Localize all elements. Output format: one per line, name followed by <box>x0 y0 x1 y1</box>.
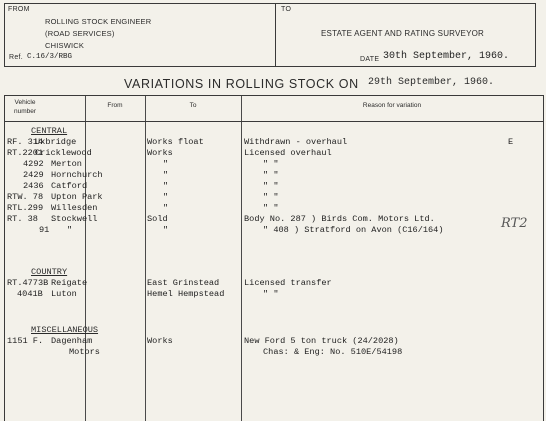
vehicle-number: 1151 F. <box>7 336 44 346</box>
from-cell: Merton <box>51 159 82 169</box>
header-divider <box>275 4 276 66</box>
header-underline <box>5 121 543 122</box>
reason-cell: Withdrawn - overhaul <box>244 137 348 147</box>
from-label: FROM <box>8 6 30 13</box>
section-heading-country: COUNTRY <box>31 267 68 277</box>
code-cell: E <box>508 137 514 147</box>
vehicle-number: RT.2201 <box>7 148 44 158</box>
date-label: DATE <box>360 56 380 63</box>
vehicle-number: RTL.299 <box>7 203 44 213</box>
reason-cell: " " <box>263 181 279 191</box>
variations-table <box>4 95 544 421</box>
from-cell: Uxbridge <box>35 137 77 147</box>
reason-cell: Body No. 287 ) Birds Com. Motors Ltd. <box>244 214 435 224</box>
to-cell: " <box>163 203 169 213</box>
reason-cell: " " <box>263 203 279 213</box>
to-cell: " <box>163 159 169 169</box>
from-cell: Cricklewood <box>35 148 92 158</box>
from-cell: Luton <box>51 289 77 299</box>
vehicle-number: RT.4773B <box>7 278 49 288</box>
from-cell: Willesden <box>51 203 98 213</box>
to-cell: " <box>163 170 169 180</box>
page-title: VARIATIONS IN ROLLING STOCK ON <box>124 77 359 91</box>
section-heading-central: CENTRAL <box>31 126 68 136</box>
section-heading-miscellaneous: MISCELLANEOUS <box>31 325 99 335</box>
from-line-1: ROLLING STOCK ENGINEER <box>45 17 152 26</box>
from-line-2: (ROAD SERVICES) <box>45 29 115 38</box>
col-divider <box>241 96 242 421</box>
from-cell: Catford <box>51 181 88 191</box>
ref-label: Ref. <box>9 54 24 61</box>
from-cell: Upton Park <box>51 192 103 202</box>
to-value: ESTATE AGENT AND RATING SURVEYOR <box>321 29 485 38</box>
col-header-vehicle-1: Vehicle <box>14 99 36 106</box>
from-cell: Hornchurch <box>51 170 103 180</box>
from-cell: Stockwell <box>51 214 98 224</box>
title-date: 29th September, 1960. <box>368 77 495 88</box>
vehicle-number: RF. 314 <box>7 137 44 147</box>
reason-cell: Chas: & Eng: No. 510E/54198 <box>263 347 403 357</box>
from-cell: Dagenham <box>51 336 93 346</box>
from-cell: " <box>67 225 73 235</box>
col-header-to: To <box>189 102 197 109</box>
col-divider <box>145 96 146 421</box>
header-box <box>4 3 536 67</box>
to-cell: " <box>163 181 169 191</box>
reason-cell: New Ford 5 ton truck (24/2028) <box>244 336 399 346</box>
reason-cell: Licensed transfer <box>244 278 332 288</box>
from-line-3: CHISWICK <box>45 41 85 50</box>
date-value: 30th September, 1960. <box>383 51 510 62</box>
to-label: TO <box>281 6 292 13</box>
vehicle-number: 4041B <box>17 289 43 299</box>
col-header-from: From <box>107 102 123 109</box>
to-cell: Works <box>147 148 173 158</box>
vehicle-number: RT. 38 <box>7 214 38 224</box>
vehicle-number: 91 <box>39 225 50 235</box>
reason-cell: " 408 ) Stratford on Avon (C16/164) <box>263 225 444 235</box>
to-cell: Works float <box>147 137 204 147</box>
reason-cell: " " <box>263 192 279 202</box>
from-cell: Motors <box>69 347 100 357</box>
col-header-reason: Reason for variation <box>362 102 422 109</box>
reason-cell: " " <box>263 289 279 299</box>
to-cell: " <box>163 192 169 202</box>
reason-cell: " " <box>263 170 279 180</box>
ref-value: C.16/3/RBG <box>27 53 73 61</box>
vehicle-number: 4292 <box>23 159 44 169</box>
col-header-vehicle-2: number <box>13 108 37 115</box>
reason-cell: " " <box>263 159 279 169</box>
reason-cell: Licensed overhaul <box>244 148 332 158</box>
from-cell: Reigate <box>51 278 88 288</box>
vehicle-number: RTW. 78 <box>7 192 44 202</box>
to-cell: East Grinstead <box>147 278 220 288</box>
vehicle-number: 2429 <box>23 170 44 180</box>
to-cell: Hemel Hempstead <box>147 289 225 299</box>
col-divider <box>85 96 86 421</box>
vehicle-number: 2436 <box>23 181 44 191</box>
to-cell: Sold <box>147 214 168 224</box>
to-cell: Works <box>147 336 173 346</box>
handwritten-annotation: RT2 <box>501 216 528 231</box>
to-cell: " <box>163 225 169 235</box>
